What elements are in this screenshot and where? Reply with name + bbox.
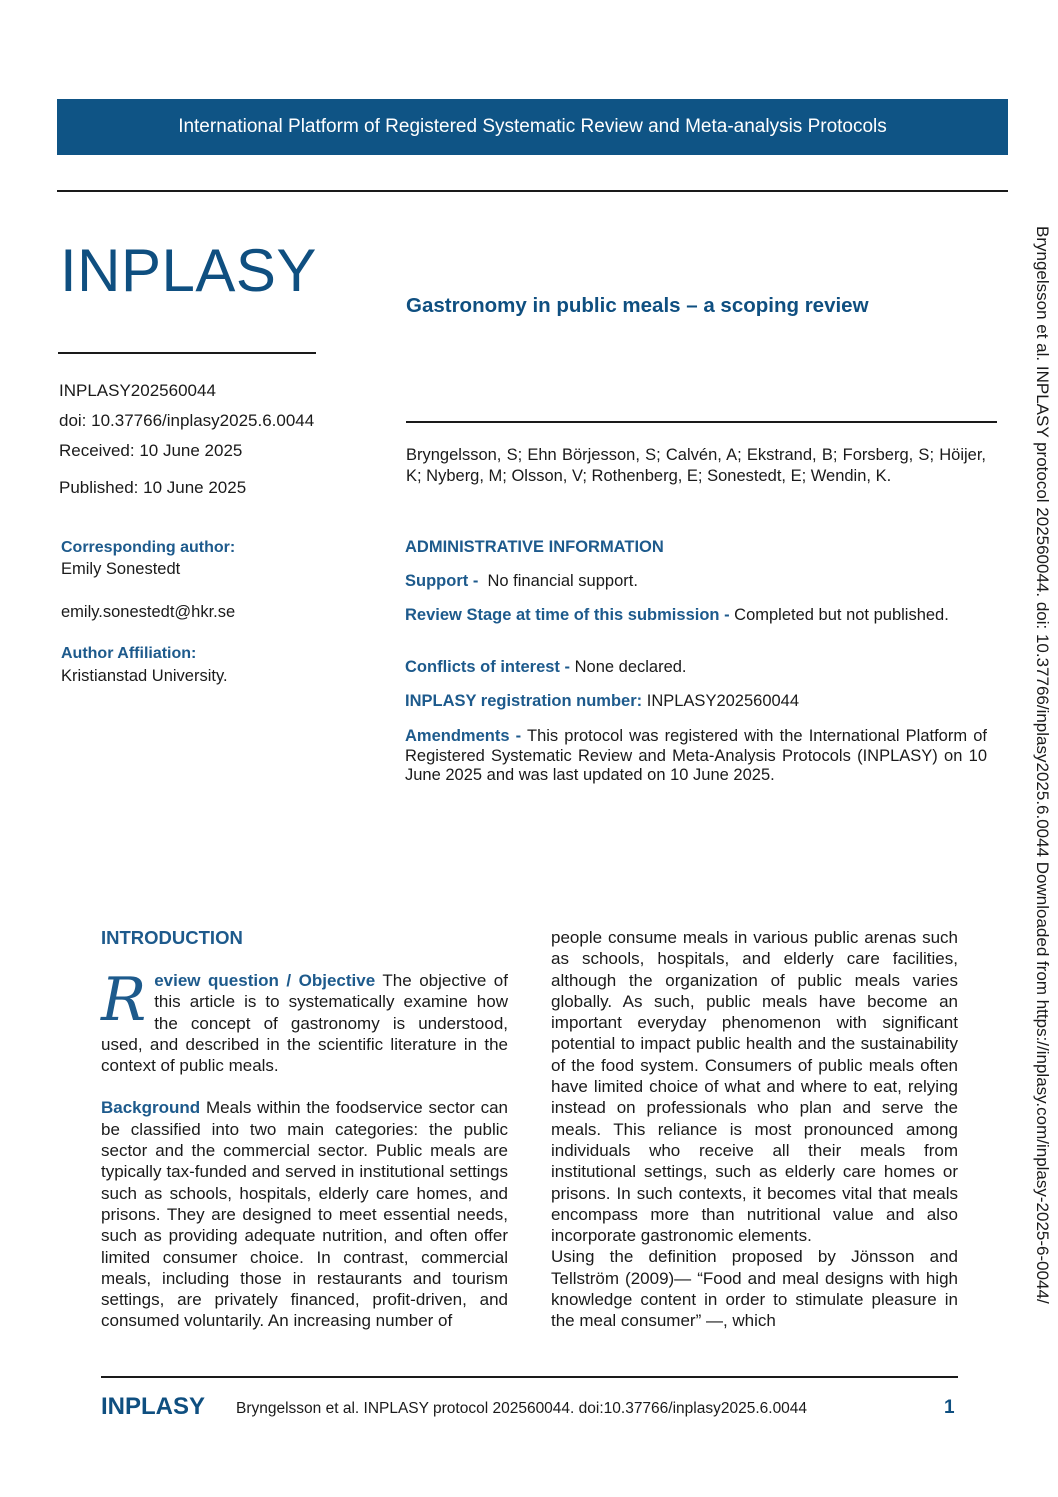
author-list: Bryngelsson, S; Ehn Börjesson, S; Calvén, A; Ekstrand, B; Forsberg, S; Höijer, K; Nyberg, M; Olsson, V; Rothenberg, E; Sonestedt, E; Wendin, K.: [406, 446, 986, 485]
footer-brand: INPLASY: [101, 1393, 206, 1420]
amendments-value: This protocol was registered with the International Platform of Registered Systematic Review and Meta-Analysis Protocols (INPLASY) on 10 June 2025 and was last updated on 10 June 2025.: [405, 727, 987, 784]
review-question-paragraph: [101, 965, 508, 1076]
journal-banner: [57, 99, 1008, 155]
regnum-label: INPLASY registration number:: [405, 692, 643, 710]
published-date: Published: 10 June 2025: [59, 478, 247, 497]
support-label: Support -: [405, 572, 479, 590]
stage-label: Review Stage at time of this submission -: [405, 606, 730, 624]
amendments-label: Amendments -: [405, 727, 522, 745]
brand-logo: INPLASY: [60, 237, 317, 304]
banner-text: International Platform of Registered Systematic Review and Meta-analysis Protocols: [178, 116, 887, 137]
corresponding-author-label: Corresponding author:: [61, 539, 236, 556]
stage-line: [405, 606, 987, 626]
stage-value: Completed but not published.: [734, 606, 949, 624]
background-paragraph: [101, 1097, 508, 1331]
received-date: Received: 10 June 2025: [59, 441, 243, 460]
affiliation: Kristianstad University.: [61, 667, 228, 685]
support-value: No financial support.: [487, 572, 638, 590]
admin-heading: ADMINISTRATIVE INFORMATION: [405, 538, 664, 556]
conflicts-label: Conflicts of interest -: [405, 658, 571, 676]
review-question-text: The objective of this article is to systematically examine how the concept of gastronomy is understood, used, and described in the scientific literature in the context of public meals.: [101, 971, 508, 1076]
review-question-label: eview question / Objective: [154, 971, 376, 990]
margin-download-note[interactable]: Bryngelsson et al. INPLASY protocol 202560044. doi: 10.37766/inplasy2025.6.0044 Downloaded from https://inplasy.com/inplasy-2025-6-0044/: [1033, 226, 1052, 1304]
regnum-line: [405, 692, 987, 712]
title-rule: [406, 421, 997, 423]
amendments-line: [405, 727, 987, 786]
footer-rule: [101, 1376, 958, 1378]
conflicts-value: None declared.: [574, 658, 687, 676]
page-number: 1: [944, 1397, 955, 1418]
right-paragraph-2: Using the definition proposed by Jönsson and Tellström (2009)— “Food and meal designs with high knowledge content in order to stimulate pleasure in the meal consumer” —, which: [551, 1247, 958, 1331]
affiliation-label: Author Affiliation:: [61, 645, 197, 662]
background-label: Background: [101, 1098, 201, 1118]
right-column: [551, 927, 958, 1332]
registration-id: INPLASY202560044: [59, 381, 216, 400]
left-column: [101, 965, 508, 1332]
support-line: [405, 572, 987, 592]
introduction-heading: INTRODUCTION: [101, 927, 243, 948]
brand-rule: [58, 352, 316, 354]
drop-cap: R: [101, 965, 147, 1035]
doi[interactable]: doi: 10.37766/inplasy2025.6.0044: [59, 411, 315, 430]
corresponding-email[interactable]: emily.sonestedt@hkr.se: [61, 603, 236, 621]
header-rule: [57, 190, 1008, 192]
background-text: Meals within the foodservice sector can be classified into two main categories: the public sector and the commercial sector. Public meals are typically tax-funded and served in institutional settings such as schools, hospitals, elderly care homes, and prisons. They are designed to meet essential needs, such as providing adequate nutrition, and often offer limited consumer choice. In contrast, commercial meals, including those in restaurants and tourism settings, are privately financed, profit-driven, and consumed voluntarily. An increasing number of: [101, 1098, 508, 1331]
conflicts-line: [405, 658, 987, 678]
regnum-value: INPLASY202560044: [646, 692, 800, 710]
footer-citation: Bryngelsson et al. INPLASY protocol 202560044. doi:10.37766/inplasy2025.6.0044: [236, 1400, 808, 1417]
article-title: Gastronomy in public meals – a scoping review: [406, 294, 869, 317]
right-paragraph-1: people consume meals in various public arenas such as schools, hospitals, and elderly care facilities, although the organization of public meals varies globally. As such, public meals have become an important everyday phenomenon with significant potential to impact public health and the sustainability of the food system. Consumers of public meals often have limited choice of what and where to eat, relying instead on professionals who plan and serve the meals. This reliance is most pronounced among individuals who receive all their meals from institutional settings, such as elderly care homes or prisons. In such contexts, it becomes vital that meals encompass more than nutritional value and also incorporate gastronomic elements.: [551, 928, 958, 1246]
corresponding-author-name: Emily Sonestedt: [61, 560, 181, 578]
